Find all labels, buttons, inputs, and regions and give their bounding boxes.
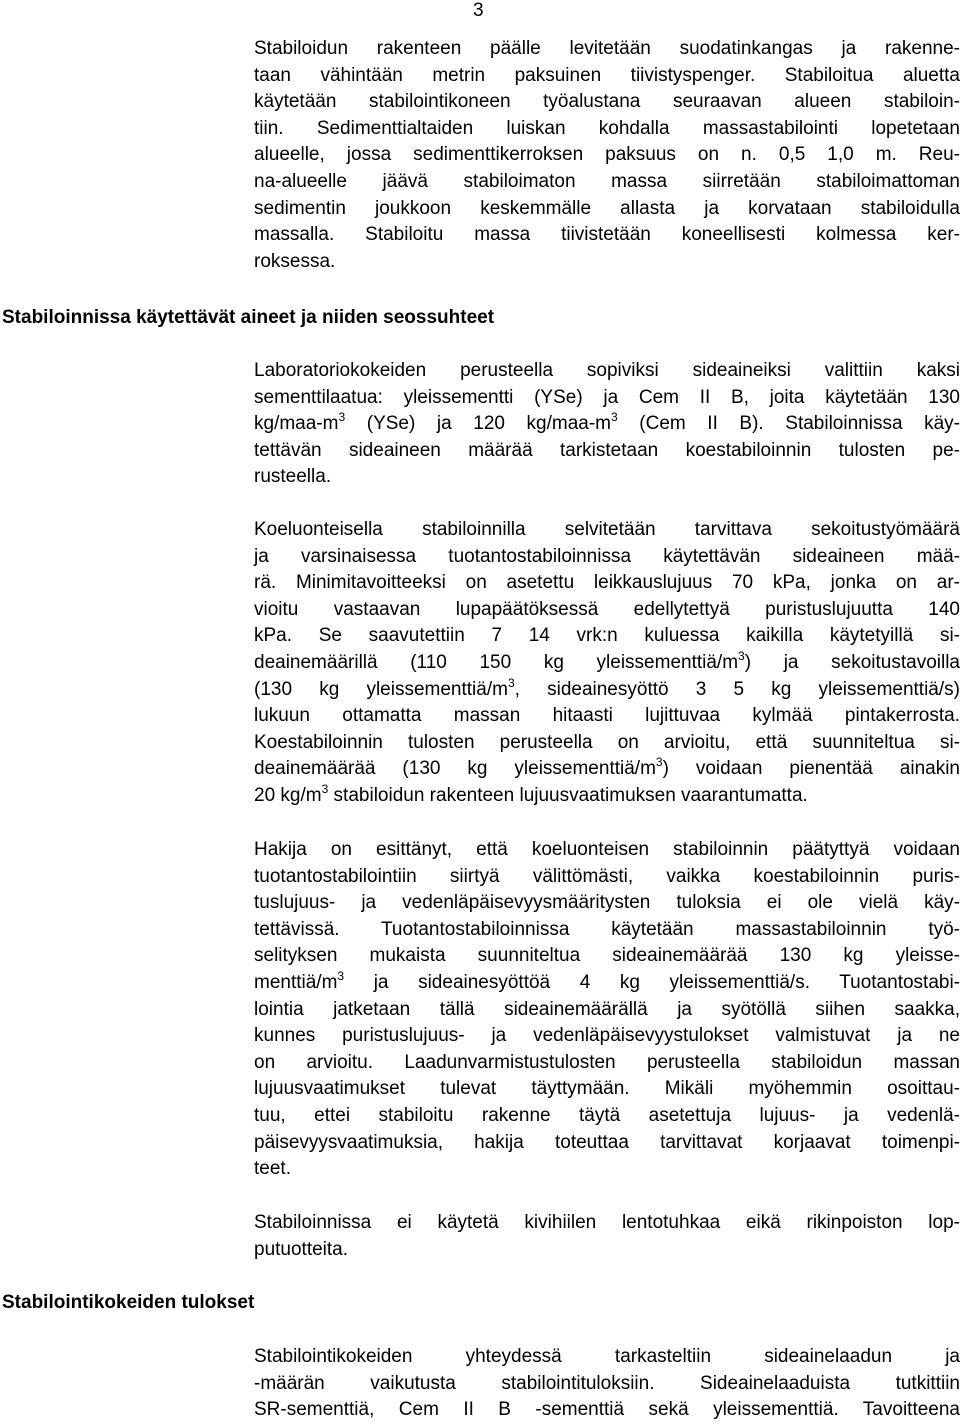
text-line: lujuusvaatimukset tulevat täyttymään. Mikäli myöhemmin osoittau- [254, 1078, 960, 1100]
text-line: kPa. Se saavutettiin 7 14 vrk:n kuluessa kaikilla käytetyillä si- [254, 625, 960, 647]
text-line: lointia jatketaan tällä sideainemäärällä ja syötöllä siihen saakka, [254, 998, 960, 1020]
superscript: 3 [337, 968, 345, 983]
superscript: 3 [338, 410, 346, 425]
text-line: tuslujuus- ja vedenläpäisevyysmääritysten tuloksia ei ole vielä käy- [254, 892, 960, 914]
text-line: Stabiloidun rakenteen päälle levitetään suodatinkangas ja rakenne- [254, 38, 960, 59]
page-number: 3 [473, 0, 484, 21]
text-line: rusteella. [254, 466, 332, 488]
text-line: tiin. Sedimenttialtaiden luiskan kohdalla massastabilointi lopetetaan [254, 117, 960, 139]
superscript: 3 [321, 781, 329, 796]
text-line: sedimentin joukkoon keskemmälle allasta ja korvataan stabiloidulla [254, 197, 960, 219]
text-segment: 20 kg/m [254, 784, 322, 806]
superscript: 3 [738, 648, 745, 663]
text-line: käytetään stabilointikoneen työalustana seuraavan alueen stabiloin- [254, 91, 960, 113]
text-line: sementtilaatua: yleissementti (YSe) ja Cem II B, joita käytetään 130 [254, 386, 960, 408]
text-line: Stabilointikokeiden yhteydessä tarkasteltiin sideainelaadun ja [254, 1346, 960, 1367]
text-segment: , sideainesyöttö 3 5 kg yleissementtiä/s) [514, 678, 960, 700]
text-line: tettävän sideaineen määrää tarkistetaan koestabiloinnin tulosten pe- [254, 439, 960, 461]
text-line: Hakija on esittänyt, että koeluonteisen stabiloinnin päätyttyä voidaan [254, 839, 960, 860]
text-line: rä. Minimitavoitteeksi on asetettu leikkauslujuus 70 kPa, jonka on ar- [254, 572, 960, 594]
results-paragraph [254, 1344, 960, 1424]
text-line [254, 970, 960, 997]
text-line: tuu, ettei stabiloitu rakenne täytä asetettuja lujuus- ja vedenlä- [254, 1104, 960, 1126]
text-segment: ) ja sekoitustavoilla [744, 651, 960, 673]
section-heading-materials: Stabiloinnissa käytettävät aineet ja niiden seossuhteet [2, 307, 495, 328]
text-line: Stabiloinnissa ei käytetä kivihiilen lentotuhkaa eikä rikinpoiston lop- [254, 1212, 960, 1233]
text-line: vioitu vastaavan lupapäätöksessä edellytettyä puristuslujuutta 140 [254, 598, 960, 620]
text-line: lukuun ottamatta massan hitaasti lujittuvaa kylmää pintakerrosta. [254, 705, 960, 727]
text-line [254, 677, 960, 704]
text-line [254, 783, 960, 810]
text-line: taan vähintään metrin paksuinen tiivistyspenger. Stabiloitua aluetta [254, 64, 960, 86]
text-line: tuotantostabilointiin siirtyä välittömästi, vaikka koestabiloinnin puris- [254, 865, 960, 887]
text-line: SR-sementtiä, Cem II B -sementtiä sekä yleissementtiä. Tavoitteena [254, 1399, 960, 1421]
text-line: na-alueelle jäävä stabiloimaton massa siirretään stabiloimattoman [254, 170, 960, 192]
text-segment: ja sideainesyöttöä 4 kg yleissementtiä/s. Tuotantostabi- [344, 971, 960, 993]
text-line: roksessa. [254, 250, 336, 272]
text-segment: stabiloidun rakenteen lujuusvaatimuksen vaarantumatta. [328, 784, 808, 806]
text-line: on arvioitu. Laadunvarmistustulosten perusteella stabiloidun massan [254, 1051, 960, 1073]
materials-paragraph-1 [254, 358, 960, 491]
intro-paragraph [254, 36, 960, 275]
superscript: 3 [507, 675, 515, 690]
text-line [254, 411, 960, 438]
text-line: putuotteita. [254, 1238, 349, 1260]
materials-paragraph-3 [254, 837, 960, 1183]
text-line: päisevyysvaatimuksia, hakija toteuttaa tarvittavat korjaavat toimenpi- [254, 1131, 960, 1153]
text-line: Koestabiloinnin tulosten perusteella on arvioitu, että suunniteltua si- [254, 731, 960, 753]
text-line [254, 756, 960, 783]
text-segment: (Cem II B). Stabiloinnissa käy- [617, 413, 960, 435]
text-line: kunnes puristuslujuus- ja vedenläpäisevyystulokset valmistuvat ja ne [254, 1025, 960, 1047]
text-segment: (130 kg yleissementtiä/m [254, 678, 508, 700]
text-segment: menttiä/m [254, 971, 338, 993]
text-line: selityksen mukaista suunniteltua sideainemäärää 130 kg yleisse- [254, 945, 960, 967]
text-segment: deainemäärää (130 kg yleissementtiä/m [254, 758, 656, 780]
text-segment: ) voidaan pienentää ainakin [662, 758, 960, 780]
text-line [254, 650, 960, 677]
text-line: massalla. Stabiloitu massa tiivistetään koneellisesti kolmessa ker- [254, 224, 960, 246]
text-line: Laboratoriokokeiden perusteella sopiviksi sideaineiksi valittiin kaksi [254, 360, 960, 381]
text-line: tettävissä. Tuotantostabiloinnissa käytetään massastabiloinnin työ- [254, 918, 960, 940]
text-segment: kg/maa-m [254, 413, 339, 435]
materials-paragraph-4 [254, 1210, 960, 1263]
text-line: Koeluonteisella stabiloinnilla selvitetään tarvittava sekoitustyömäärä [254, 519, 960, 540]
text-line: alueelle, jossa sedimenttikerroksen paksuus on n. 0,5 1,0 m. Reu- [254, 144, 960, 166]
text-line: -määrän vaikutusta stabilointituloksiin. Sideainelaaduista tutkittiin [254, 1372, 960, 1394]
text-line: ja varsinaisessa tuotantostabiloinnissa käytettävän sideaineen mää- [254, 545, 960, 567]
text-line: teet. [254, 1158, 291, 1180]
text-segment: deainemäärillä (110 150 kg yleissementtiä/m [254, 651, 739, 673]
superscript: 3 [611, 410, 618, 425]
superscript: 3 [655, 755, 663, 770]
section-heading-results: Stabilointikokeiden tulokset [2, 1292, 255, 1313]
text-segment: (YSe) ja 120 kg/maa-m [345, 413, 611, 435]
materials-paragraph-2 [254, 517, 960, 810]
